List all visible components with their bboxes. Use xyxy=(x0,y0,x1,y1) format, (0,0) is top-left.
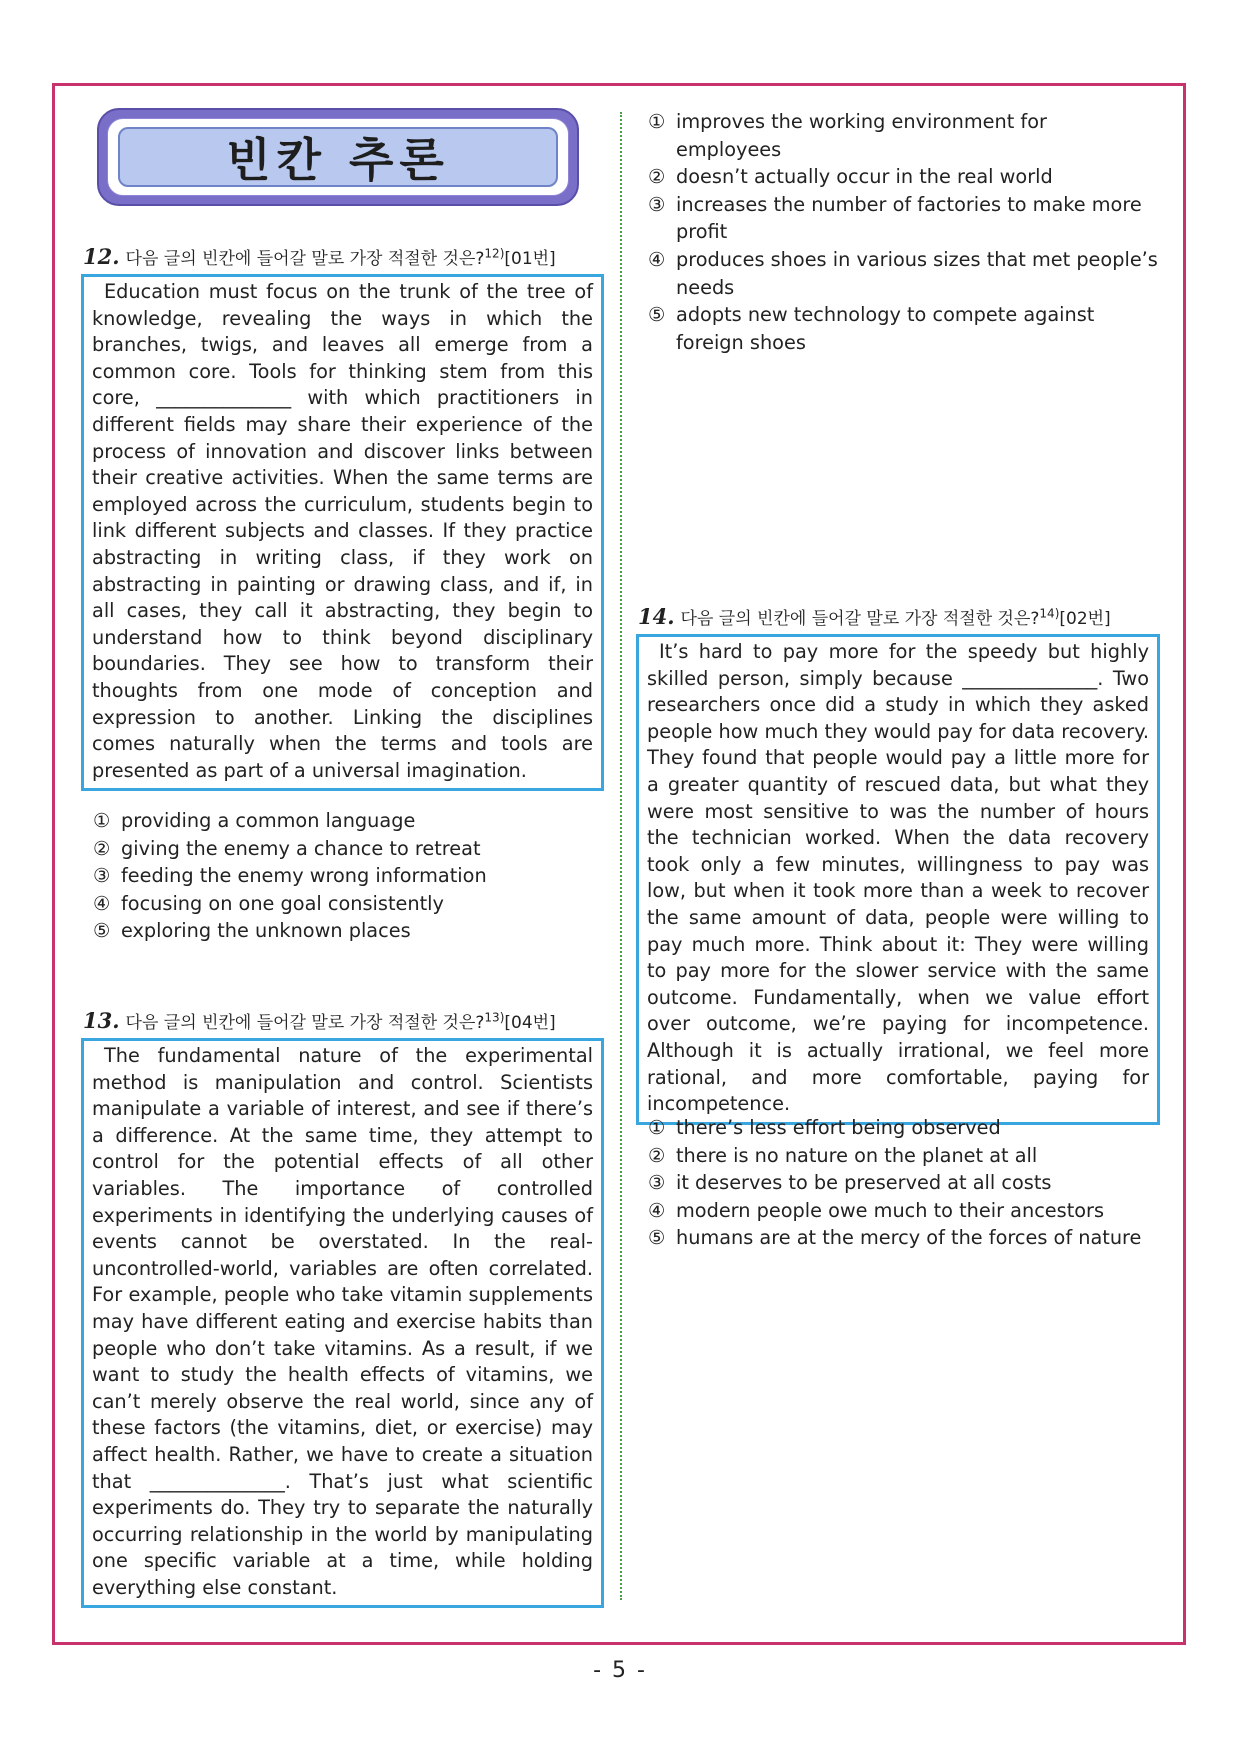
option-2[interactable]: ② there is no nature on the planet at all xyxy=(648,1143,1038,1167)
option-4[interactable]: ④ produces shoes in various sizes that met people’s needs xyxy=(648,247,1158,299)
option-4[interactable]: ④ focusing on one goal consistently xyxy=(93,891,444,915)
option-5[interactable]: ⑤ humans are at the mercy of the forces of nature xyxy=(648,1226,1142,1250)
question-number: 14. xyxy=(638,604,675,629)
option-3[interactable]: ③ it deserves to be preserved at all costs xyxy=(648,1171,1052,1195)
question-13-passage xyxy=(81,1038,604,1608)
question-prompt: 다음 글의 빈칸에 들어갈 말로 가장 적절한 것은? xyxy=(680,609,1040,629)
question-13-header xyxy=(83,1008,556,1033)
option-3[interactable]: ③ increases the number of factories to make more profit xyxy=(648,192,1142,244)
question-prompt: 다음 글의 빈칸에 들어갈 말로 가장 적절한 것은? xyxy=(125,1013,485,1033)
question-14-header xyxy=(638,604,1111,629)
passage-text: It’s hard to pay more for the speedy but highly skilled person, simply because ______________. Two researchers once did a study in which they asked people how much they would pay for data recovery. They found that people would pay a little more for a greater quantity of rescued data, but what they were most sensitive to was the number of hours the technician worked. When the data recovery took only a few minutes, willingness to pay was low, but when it took more than a week to recover the same amount of data, people were willing to pay much more. Think about it: They were willing to pay more for the slower service with the same outcome. Fundamentally, when we value effort over outcome, we’re paying for incompetence. Although it is actually irrational, we feel more rational, and more comfortable, paying for incompetence. xyxy=(647,640,1149,1116)
question-source: [02번] xyxy=(1059,609,1111,629)
question-prompt: 다음 글의 빈칸에 들어갈 말로 가장 적절한 것은? xyxy=(125,249,485,269)
passage-text: The fundamental nature of the experimental method is manipulation and control. Scientists manipulate a variable of interest, and see if there’s a difference. At the same time, they attempt to control for the potential effects of all other variables. The importance of controlled experiments in identifying the underlying causes of events cannot be overstated. In the real-uncontrolled-world, variables are often correlated. For example, people who take vitamin supplements may have different eating and exercise habits than people who don’t take vitamins. As a result, if we want to study the health effects of vitamins, we can’t merely observe the real world, since any of these factors (the vitamins, diet, or exercise) may affect health. Rather, we have to create a situation that ______________. That’s just what scientific experiments do. They try to separate the naturally occurring relationship in the world by manipulating one specific variable at a time, while holding everything else constant. xyxy=(92,1044,593,1599)
question-14-passage xyxy=(636,634,1160,1125)
question-12-options xyxy=(93,807,598,945)
option-1[interactable]: ① providing a common language xyxy=(93,809,416,832)
question-12-passage xyxy=(81,274,604,791)
question-14-options xyxy=(648,1114,1158,1252)
question-source: [01번] xyxy=(504,249,556,269)
option-2[interactable]: ② giving the enemy a chance to retreat xyxy=(93,836,481,860)
question-number: 13. xyxy=(83,1008,120,1033)
question-12-header xyxy=(83,244,556,269)
option-1[interactable]: ① there’s less effort being observed xyxy=(648,1116,1001,1139)
footnote-ref: 13) xyxy=(484,1010,505,1025)
footnote-ref: 12) xyxy=(484,246,505,261)
option-5[interactable]: ⑤ exploring the unknown places xyxy=(93,919,411,943)
option-5[interactable]: ⑤ adopts new technology to compete against foreign shoes xyxy=(648,303,1095,354)
option-2[interactable]: ② doesn’t actually occur in the real world xyxy=(648,165,1053,189)
section-title-badge xyxy=(97,108,579,206)
page-number: - 5 - xyxy=(593,1658,647,1683)
question-source: [04번] xyxy=(504,1013,556,1033)
question-13-options xyxy=(648,108,1158,356)
section-title: 빈칸 추론 xyxy=(226,133,450,187)
question-number: 12. xyxy=(83,244,120,269)
option-3[interactable]: ③ feeding the enemy wrong information xyxy=(93,864,487,888)
footnote-ref: 14) xyxy=(1039,606,1060,621)
passage-text: Education must focus on the trunk of the tree of knowledge, revealing the ways in which the branches, twigs, and leaves all emerge from a common core. Tools for thinking stem from this core, ______________ with which practitioners in different fields may share their experience of the process of innovation and discover links between their creative activities. When the same terms are employed across the curriculum, students begin to link different subjects and classes. If they practice abstracting in writing class, if they work on abstracting in painting or drawing class, and if, in all cases, they call it abstracting, they begin to understand how to think beyond disciplinary boundaries. They see how to transform their thoughts from one mode of conception and expression to another. Linking the disciplines comes naturally when the terms and tools are presented as part of a universal imagination. xyxy=(92,280,593,782)
option-1[interactable]: ① improves the working environment for employees xyxy=(648,110,1047,161)
column-divider xyxy=(620,112,622,1600)
option-4[interactable]: ④ modern people owe much to their ancestors xyxy=(648,1198,1105,1222)
